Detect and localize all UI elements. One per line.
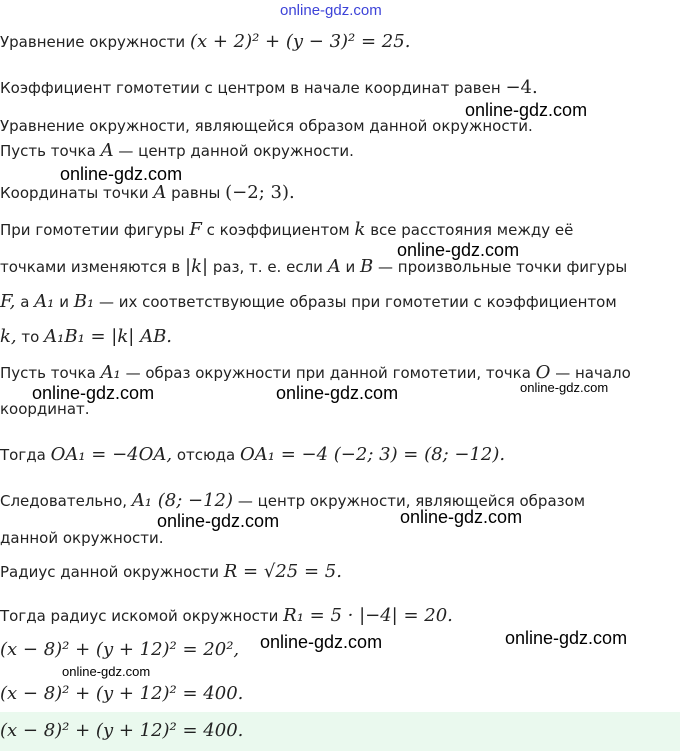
watermark: online-gdz.com [280, 2, 382, 19]
watermark: online-gdz.com [260, 632, 383, 652]
math-line: (x − 8)² + (y + 12)² = 400. [0, 683, 244, 704]
watermark: online-gdz.com [520, 380, 609, 395]
text-line: Тогда OA₁ = −4OA, отсюда OA₁ = −4 (−2; 3) = (8; −12). [0, 444, 506, 465]
watermark: online-gdz.com [60, 164, 183, 184]
text-line: Коэффициент гомотетии с центром в начале координат равен −4. [0, 77, 538, 98]
text-line: Пусть точка A — центр данной окружности. [0, 140, 354, 161]
text-line: данной окружности. [0, 529, 164, 547]
watermark: online-gdz.com [157, 511, 280, 531]
text-line: Тогда радиус искомой окружности R₁ = 5 · |−4| = 20. [0, 605, 453, 626]
watermark: online-gdz.com [505, 628, 628, 648]
watermark: online-gdz.com [400, 507, 523, 527]
answer-line: (x − 8)² + (y + 12)² = 400. [0, 720, 244, 741]
text-line: k, то A₁B₁ = |k| AB. [0, 326, 173, 347]
text-line: Уравнение окружности, являющейся образом данной окружности. [0, 117, 533, 135]
text-line: точками изменяются в |k| раз, т. е. если A и B — произвольные точки фигуры [0, 256, 628, 277]
text-line: Радиус данной окружности R = √25 = 5. [0, 561, 342, 582]
watermark: online-gdz.com [276, 383, 399, 403]
text-line: F, а A₁ и B₁ — их соответствующие образы при гомотетии с коэффициентом [0, 291, 617, 312]
watermark: online-gdz.com [397, 240, 520, 260]
text-line: Уравнение окружности (x + 2)² + (y − 3)² = 25. [0, 31, 411, 52]
text-line: Пусть точка A₁ — образ окружности при данной гомотетии, точка O — начало [0, 362, 631, 383]
watermark: online-gdz.com [62, 664, 151, 679]
math-line: (x − 8)² + (y + 12)² = 20², [0, 639, 240, 660]
text-line: Координаты точки A равны (−2; 3). [0, 182, 295, 203]
text-line: координат. [0, 400, 90, 418]
text-line: При гомотетии фигуры F с коэффициентом k все расстояния между её [0, 219, 574, 240]
watermark: online-gdz.com [465, 100, 588, 120]
text-line: Следовательно, A₁ (8; −12) — центр окружности, являющейся образом [0, 490, 586, 511]
watermark: online-gdz.com [32, 383, 155, 403]
